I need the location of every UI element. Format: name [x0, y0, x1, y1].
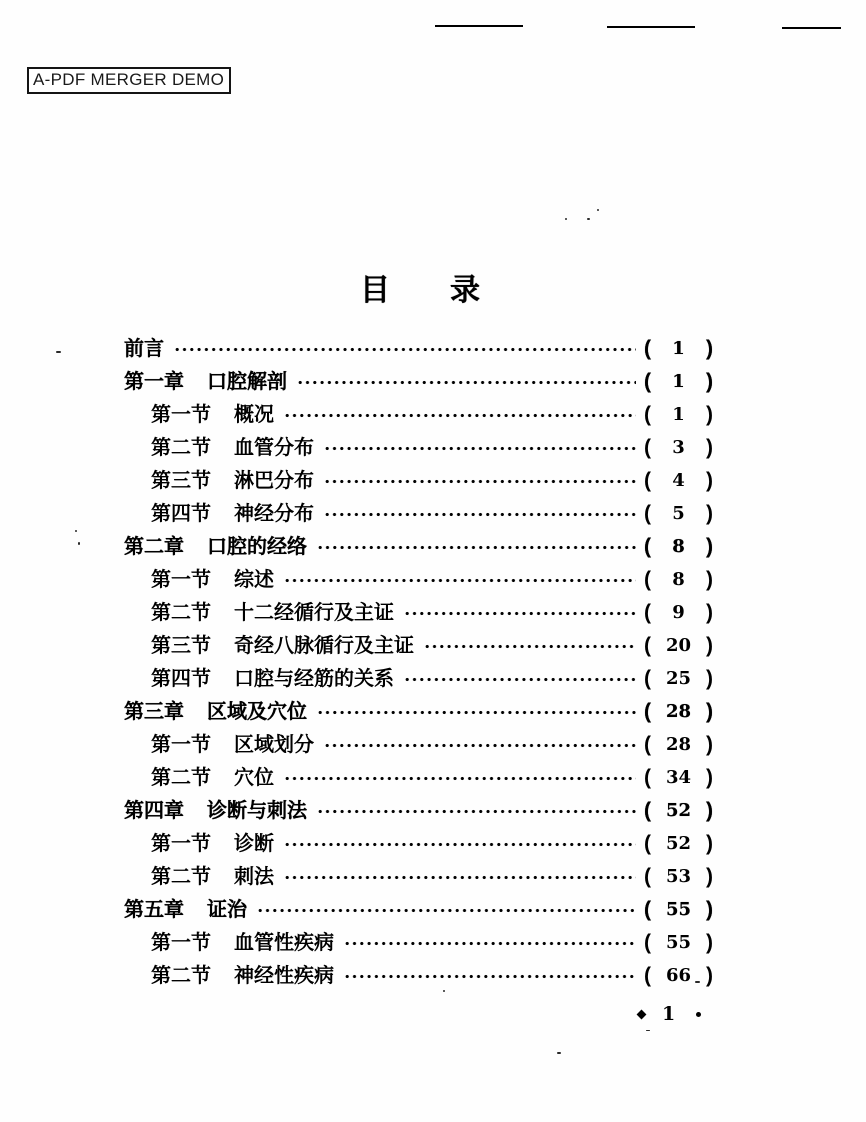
toc-page-box	[644, 602, 713, 623]
toc-entry-num: 第一节	[151, 832, 211, 855]
toc-page-box	[644, 338, 713, 359]
toc-page-box	[644, 899, 713, 920]
toc-page-number: 4	[672, 469, 685, 491]
dot-leader	[324, 478, 636, 485]
toc-page-box	[644, 701, 713, 722]
page-paren-close: )	[706, 634, 713, 657]
page-paren-close: )	[706, 799, 713, 822]
dot-leader	[344, 940, 636, 947]
toc-row	[124, 596, 713, 629]
page-paren-open: (	[644, 667, 651, 690]
page-paren-open: (	[644, 865, 651, 888]
toc-page-number: 28	[665, 733, 692, 755]
toc-entry-num: 第五章	[124, 898, 184, 921]
page-paren-open: (	[644, 898, 651, 921]
scan-speck	[56, 351, 61, 353]
page-paren-close: )	[706, 964, 713, 987]
page-paren-close: )	[706, 898, 713, 921]
toc-row	[124, 860, 713, 893]
toc-page-box	[644, 635, 713, 656]
toc-row	[124, 563, 713, 596]
title-char-left: 目	[360, 274, 390, 307]
page-paren-close: )	[706, 370, 713, 393]
dot-leader	[284, 874, 636, 881]
toc-entry-title: 口腔的经络	[207, 535, 307, 558]
toc-page-box	[644, 536, 713, 557]
page-paren-close: )	[706, 535, 713, 558]
page-paren-open: (	[644, 634, 651, 657]
toc-entry-title: 诊断	[234, 832, 274, 855]
watermark-label: A-PDF MERGER DEMO	[33, 70, 225, 89]
toc-entry-num: 第四节	[151, 502, 211, 525]
toc-page-box	[644, 767, 713, 788]
page-paren-open: (	[644, 964, 651, 987]
toc-page-number: 55	[665, 898, 692, 920]
dot-leader	[324, 511, 636, 518]
scan-speck	[78, 542, 80, 545]
toc-row	[124, 728, 713, 761]
footer-page-indicator	[638, 1005, 701, 1024]
toc-page-box	[644, 932, 713, 953]
toc-row	[124, 761, 713, 794]
toc-page-number: 25	[665, 667, 692, 689]
toc-entry-title: 前言	[124, 337, 164, 360]
toc-entry-title: 区域及穴位	[207, 700, 307, 723]
page-paren-close: )	[706, 502, 713, 525]
page-paren-open: (	[644, 568, 651, 591]
toc-entry-num: 第一节	[151, 733, 211, 756]
page-paren-close: )	[706, 568, 713, 591]
page-paren-open: (	[644, 370, 651, 393]
page-paren-open: (	[644, 403, 651, 426]
toc-page-box	[644, 371, 713, 392]
toc-page-number: 1	[672, 337, 685, 359]
dot-leader	[317, 544, 636, 551]
page-paren-close: )	[706, 337, 713, 360]
toc-row	[124, 398, 713, 431]
toc-entry-title: 神经分布	[234, 502, 314, 525]
toc-row	[124, 827, 713, 860]
toc-page-box	[644, 437, 713, 458]
toc-page-number: 1	[672, 403, 685, 425]
toc-entry-num: 第一节	[151, 568, 211, 591]
top-rule-left	[435, 25, 523, 27]
toc-entry-title: 奇经八脉循行及主证	[234, 634, 414, 657]
page-paren-open: (	[644, 337, 651, 360]
toc-entry-num: 第二节	[151, 865, 211, 888]
scan-speck	[75, 530, 77, 532]
toc-page-number: 5	[672, 502, 685, 524]
watermark-box	[27, 67, 231, 94]
toc-page-box	[644, 569, 713, 590]
page-paren-close: )	[706, 700, 713, 723]
toc-entry-title: 概况	[234, 403, 274, 426]
dot-leader	[344, 973, 636, 980]
dot-leader	[257, 907, 636, 914]
page-paren-close: )	[706, 733, 713, 756]
toc-entry-title: 区域划分	[234, 733, 314, 756]
toc-page-number: 53	[665, 865, 692, 887]
toc-entry-num: 第二章	[124, 535, 184, 558]
toc-row	[124, 794, 713, 827]
toc-row	[124, 926, 713, 959]
toc-row	[124, 893, 713, 926]
page-paren-close: )	[706, 931, 713, 954]
dot-leader	[317, 808, 636, 815]
toc-entry-num: 第一章	[124, 370, 184, 393]
toc-entry-num: 第三节	[151, 634, 211, 657]
toc-row	[124, 662, 713, 695]
toc-entry-title: 综述	[234, 568, 274, 591]
page-paren-close: )	[706, 601, 713, 624]
dot-leader	[174, 346, 636, 353]
page-paren-open: (	[644, 601, 651, 624]
page-paren-close: )	[706, 667, 713, 690]
page-paren-close: )	[706, 832, 713, 855]
toc-page-number: 20	[665, 634, 692, 656]
page-paren-open: (	[644, 502, 651, 525]
dot-leader	[404, 610, 636, 617]
toc-entry-num: 第二节	[151, 601, 211, 624]
top-rule-right	[782, 27, 841, 29]
page-paren-open: (	[644, 436, 651, 459]
title-char-right: 录	[450, 274, 480, 307]
scan-speck	[565, 218, 567, 220]
dot-leader	[284, 412, 636, 419]
toc-entry-num: 第一节	[151, 403, 211, 426]
toc-row	[124, 629, 713, 662]
toc-entry-num: 第一节	[151, 931, 211, 954]
toc-entry-num: 第四节	[151, 667, 211, 690]
toc-entry-title: 穴位	[234, 766, 274, 789]
page-paren-close: )	[706, 469, 713, 492]
page-paren-open: (	[644, 700, 651, 723]
toc-row	[124, 365, 713, 398]
toc-page-box	[644, 668, 713, 689]
toc-row	[124, 959, 713, 992]
toc-page-number: 9	[672, 601, 685, 623]
toc-page-number: 8	[672, 568, 685, 590]
toc-list	[124, 332, 713, 992]
page-title	[360, 265, 480, 309]
toc-entry-title: 十二经循行及主证	[234, 601, 394, 624]
toc-row	[124, 695, 713, 728]
scan-speck	[587, 218, 590, 220]
toc-page-number: 34	[665, 766, 692, 788]
page-paren-open: (	[644, 469, 651, 492]
toc-entry-num: 第三节	[151, 469, 211, 492]
toc-entry-title: 血管分布	[234, 436, 314, 459]
toc-entry-num: 第四章	[124, 799, 184, 822]
dot-leader	[324, 742, 636, 749]
toc-entry-num: 第二节	[151, 766, 211, 789]
page-paren-open: (	[644, 931, 651, 954]
toc-entry-title: 口腔与经筋的关系	[234, 667, 394, 690]
top-rule-middle	[607, 26, 695, 28]
toc-row	[124, 464, 713, 497]
toc-page-number: 66	[665, 964, 692, 986]
toc-page-number: 28	[665, 700, 692, 722]
toc-page-box	[644, 866, 713, 887]
toc-page-number: 52	[665, 799, 692, 821]
page-paren-open: (	[644, 766, 651, 789]
toc-page-number: 3	[672, 436, 685, 458]
page-paren-close: )	[706, 403, 713, 426]
toc-page-box	[644, 503, 713, 524]
toc-page-number: 52	[665, 832, 692, 854]
toc-page-number: 1	[672, 370, 685, 392]
toc-page-box	[644, 470, 713, 491]
toc-entry-title: 诊断与刺法	[207, 799, 307, 822]
dot-leader	[284, 841, 636, 848]
page-paren-close: )	[706, 766, 713, 789]
dot-leader	[404, 676, 636, 683]
page-paren-open: (	[644, 799, 651, 822]
page-paren-close: )	[706, 436, 713, 459]
scan-speck	[695, 981, 700, 983]
page-paren-open: (	[644, 535, 651, 558]
dot-leader	[317, 709, 636, 716]
footer-diamond-mark	[637, 1010, 647, 1020]
toc-entry-num: 第二节	[151, 964, 211, 987]
toc-row	[124, 530, 713, 563]
page-paren-close: )	[706, 865, 713, 888]
toc-page-number: 55	[665, 931, 692, 953]
page-paren-open: (	[644, 832, 651, 855]
toc-page-box	[644, 404, 713, 425]
toc-page-number: 8	[672, 535, 685, 557]
toc-row	[124, 497, 713, 530]
toc-page-box	[644, 800, 713, 821]
toc-page-box	[644, 734, 713, 755]
scan-speck	[557, 1052, 561, 1054]
page-paren-open: (	[644, 733, 651, 756]
dot-leader	[424, 643, 636, 650]
toc-page-box	[644, 833, 713, 854]
scan-speck	[597, 209, 599, 211]
toc-entry-num: 第二节	[151, 436, 211, 459]
scan-speck	[443, 990, 445, 992]
dot-leader	[284, 775, 636, 782]
scan-speck	[646, 1030, 650, 1031]
dot-leader	[284, 577, 636, 584]
toc-entry-title: 证治	[207, 898, 247, 921]
toc-entry-title: 刺法	[234, 865, 274, 888]
footer-page-number: 1	[662, 1003, 676, 1025]
toc-entry-title: 血管性疾病	[234, 931, 334, 954]
toc-entry-title: 神经性疾病	[234, 964, 334, 987]
toc-page-box	[644, 965, 713, 986]
toc-row	[124, 431, 713, 464]
dot-leader	[297, 379, 636, 386]
toc-entry-title: 口腔解剖	[207, 370, 287, 393]
toc-row	[124, 332, 713, 365]
footer-dot-mark	[696, 1012, 701, 1017]
toc-entry-title: 淋巴分布	[234, 469, 314, 492]
toc-entry-num: 第三章	[124, 700, 184, 723]
dot-leader	[324, 445, 636, 452]
